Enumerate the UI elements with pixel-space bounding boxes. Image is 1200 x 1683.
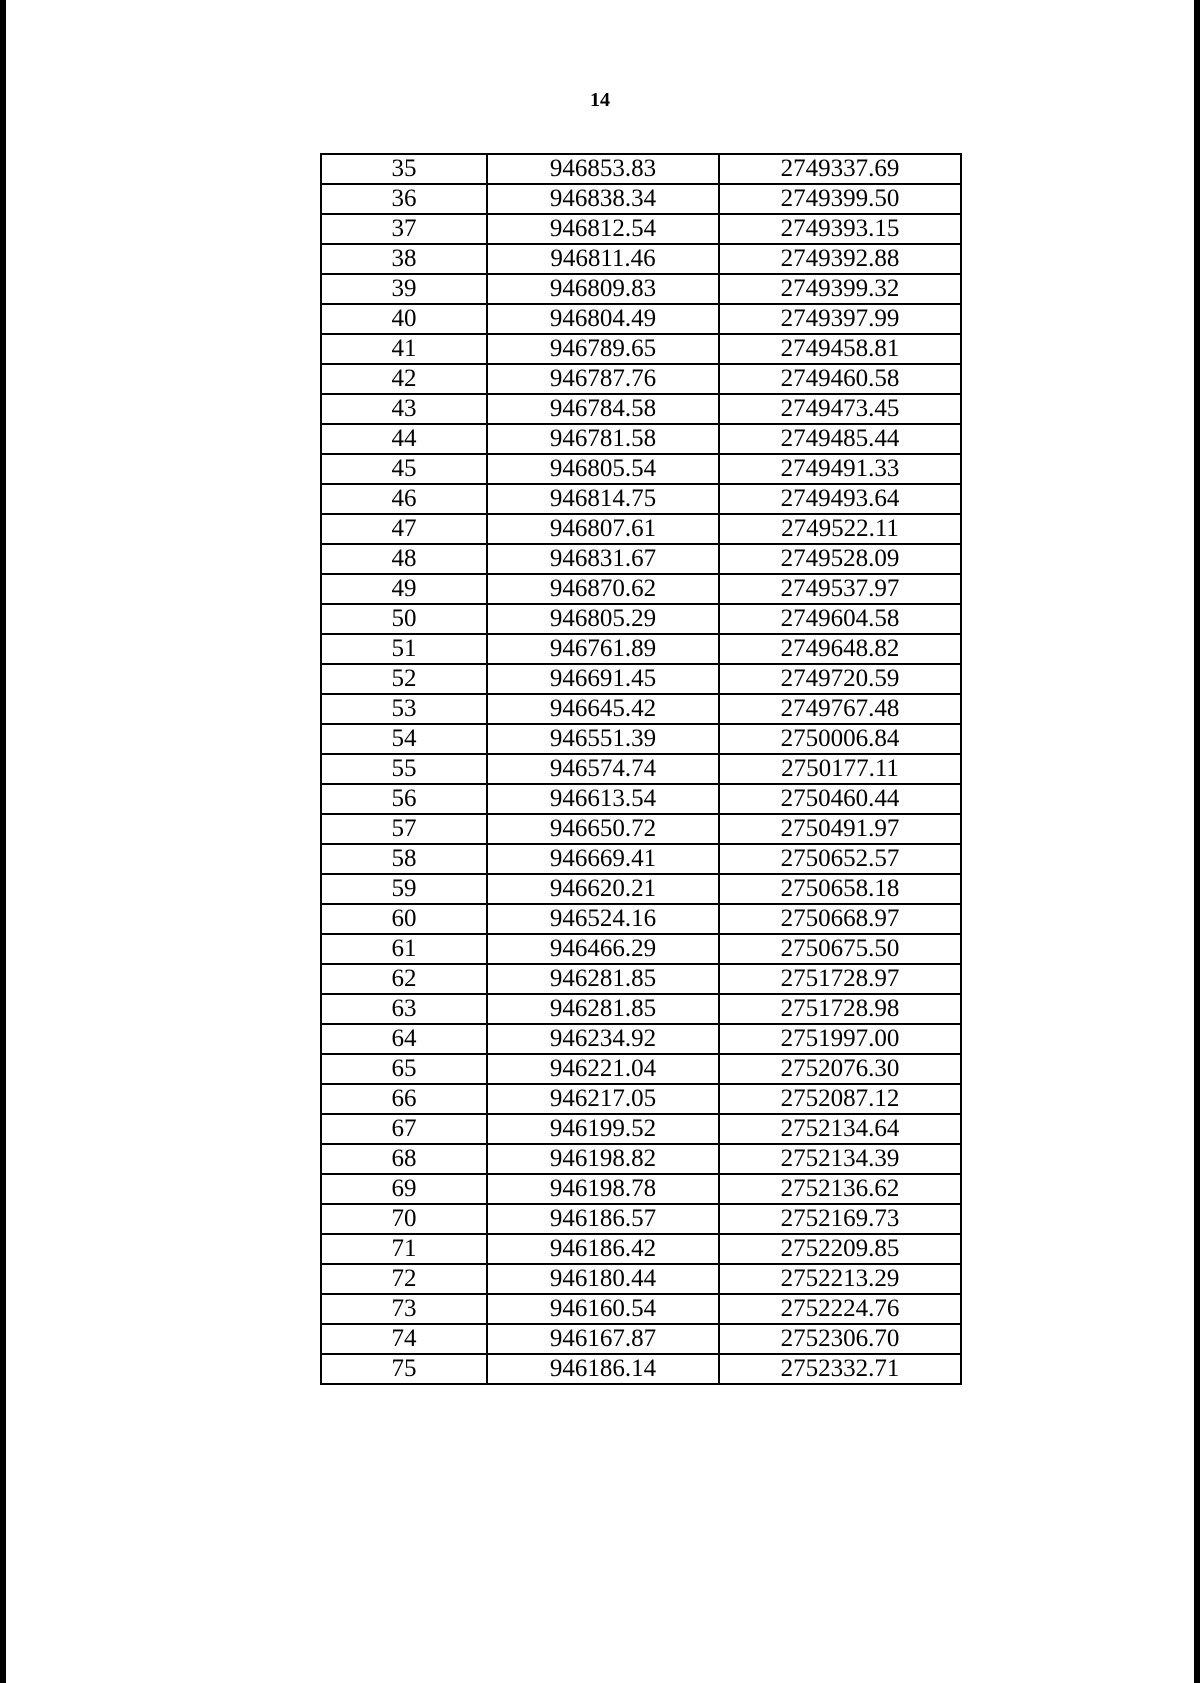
table-row (321, 364, 961, 394)
table-row (321, 874, 961, 904)
x-coordinate-cell: 946167.87 (487, 1324, 719, 1354)
point-number-cell: 68 (321, 1144, 487, 1174)
point-number-cell: 69 (321, 1174, 487, 1204)
y-coordinate-cell: 2750675.50 (719, 934, 961, 964)
x-coordinate-cell: 946186.14 (487, 1354, 719, 1384)
table-row (321, 454, 961, 484)
scan-edge-left (0, 0, 6, 1683)
x-coordinate-cell: 946620.21 (487, 874, 719, 904)
table-row (321, 214, 961, 244)
point-number-cell: 52 (321, 664, 487, 694)
table-row (321, 394, 961, 424)
y-coordinate-cell: 2749458.81 (719, 334, 961, 364)
coordinates-table (320, 153, 962, 1385)
table-row (321, 1204, 961, 1234)
y-coordinate-cell: 2749397.99 (719, 304, 961, 334)
point-number-cell: 75 (321, 1354, 487, 1384)
point-number-cell: 67 (321, 1114, 487, 1144)
x-coordinate-cell: 946199.52 (487, 1114, 719, 1144)
x-coordinate-cell: 946805.29 (487, 604, 719, 634)
y-coordinate-cell: 2752213.29 (719, 1264, 961, 1294)
table-row (321, 1174, 961, 1204)
x-coordinate-cell: 946811.46 (487, 244, 719, 274)
point-number-cell: 44 (321, 424, 487, 454)
table-row (321, 424, 961, 454)
y-coordinate-cell: 2749485.44 (719, 424, 961, 454)
y-coordinate-cell: 2752134.39 (719, 1144, 961, 1174)
point-number-cell: 72 (321, 1264, 487, 1294)
x-coordinate-cell: 946234.92 (487, 1024, 719, 1054)
point-number-cell: 55 (321, 754, 487, 784)
table-row (321, 574, 961, 604)
point-number-cell: 56 (321, 784, 487, 814)
table-row (321, 1114, 961, 1144)
table-row (321, 484, 961, 514)
x-coordinate-cell: 946198.82 (487, 1144, 719, 1174)
table-row (321, 664, 961, 694)
x-coordinate-cell: 946645.42 (487, 694, 719, 724)
y-coordinate-cell: 2750658.18 (719, 874, 961, 904)
x-coordinate-cell: 946784.58 (487, 394, 719, 424)
y-coordinate-cell: 2750668.97 (719, 904, 961, 934)
point-number-cell: 54 (321, 724, 487, 754)
table-row (321, 994, 961, 1024)
y-coordinate-cell: 2752224.76 (719, 1294, 961, 1324)
point-number-cell: 43 (321, 394, 487, 424)
x-coordinate-cell: 946809.83 (487, 274, 719, 304)
x-coordinate-cell: 946831.67 (487, 544, 719, 574)
point-number-cell: 41 (321, 334, 487, 364)
point-number-cell: 73 (321, 1294, 487, 1324)
y-coordinate-cell: 2752332.71 (719, 1354, 961, 1384)
table-row (321, 724, 961, 754)
x-coordinate-cell: 946761.89 (487, 634, 719, 664)
point-number-cell: 59 (321, 874, 487, 904)
y-coordinate-cell: 2749493.64 (719, 484, 961, 514)
page-number: 14 (590, 89, 610, 111)
y-coordinate-cell: 2749767.48 (719, 694, 961, 724)
x-coordinate-cell: 946787.76 (487, 364, 719, 394)
point-number-cell: 38 (321, 244, 487, 274)
point-number-cell: 62 (321, 964, 487, 994)
x-coordinate-cell: 946870.62 (487, 574, 719, 604)
point-number-cell: 49 (321, 574, 487, 604)
point-number-cell: 58 (321, 844, 487, 874)
x-coordinate-cell: 946551.39 (487, 724, 719, 754)
x-coordinate-cell: 946838.34 (487, 184, 719, 214)
x-coordinate-cell: 946180.44 (487, 1264, 719, 1294)
point-number-cell: 61 (321, 934, 487, 964)
y-coordinate-cell: 2752306.70 (719, 1324, 961, 1354)
x-coordinate-cell: 946160.54 (487, 1294, 719, 1324)
table-row (321, 1354, 961, 1384)
x-coordinate-cell: 946281.85 (487, 964, 719, 994)
y-coordinate-cell: 2749491.33 (719, 454, 961, 484)
y-coordinate-cell: 2750460.44 (719, 784, 961, 814)
table-row (321, 304, 961, 334)
table-row (321, 1144, 961, 1174)
x-coordinate-cell: 946807.61 (487, 514, 719, 544)
x-coordinate-cell: 946691.45 (487, 664, 719, 694)
point-number-cell: 51 (321, 634, 487, 664)
point-number-cell: 47 (321, 514, 487, 544)
x-coordinate-cell: 946853.83 (487, 154, 719, 184)
point-number-cell: 48 (321, 544, 487, 574)
point-number-cell: 36 (321, 184, 487, 214)
point-number-cell: 63 (321, 994, 487, 1024)
point-number-cell: 57 (321, 814, 487, 844)
y-coordinate-cell: 2749393.15 (719, 214, 961, 244)
x-coordinate-cell: 946221.04 (487, 1054, 719, 1084)
table-row (321, 814, 961, 844)
point-number-cell: 70 (321, 1204, 487, 1234)
table-row (321, 1024, 961, 1054)
x-coordinate-cell: 946613.54 (487, 784, 719, 814)
table-row (321, 634, 961, 664)
table-row (321, 334, 961, 364)
y-coordinate-cell: 2749528.09 (719, 544, 961, 574)
y-coordinate-cell: 2752087.12 (719, 1084, 961, 1114)
table-row (321, 1324, 961, 1354)
y-coordinate-cell: 2749399.32 (719, 274, 961, 304)
coordinates-table-body (321, 154, 961, 1384)
table-row (321, 1294, 961, 1324)
x-coordinate-cell: 946814.75 (487, 484, 719, 514)
y-coordinate-cell: 2749460.58 (719, 364, 961, 394)
point-number-cell: 64 (321, 1024, 487, 1054)
y-coordinate-cell: 2749337.69 (719, 154, 961, 184)
table-row (321, 154, 961, 184)
x-coordinate-cell: 946781.58 (487, 424, 719, 454)
point-number-cell: 60 (321, 904, 487, 934)
x-coordinate-cell: 946574.74 (487, 754, 719, 784)
table-row (321, 964, 961, 994)
table-row (321, 274, 961, 304)
x-coordinate-cell: 946186.57 (487, 1204, 719, 1234)
point-number-cell: 71 (321, 1234, 487, 1264)
table-row (321, 1054, 961, 1084)
y-coordinate-cell: 2752136.62 (719, 1174, 961, 1204)
y-coordinate-cell: 2751728.98 (719, 994, 961, 1024)
x-coordinate-cell: 946281.85 (487, 994, 719, 1024)
table-row (321, 784, 961, 814)
x-coordinate-cell: 946805.54 (487, 454, 719, 484)
y-coordinate-cell: 2749473.45 (719, 394, 961, 424)
table-row (321, 694, 961, 724)
y-coordinate-cell: 2749399.50 (719, 184, 961, 214)
x-coordinate-cell: 946186.42 (487, 1234, 719, 1264)
table-row (321, 1084, 961, 1114)
point-number-cell: 65 (321, 1054, 487, 1084)
point-number-cell: 37 (321, 214, 487, 244)
y-coordinate-cell: 2752169.73 (719, 1204, 961, 1234)
table-row (321, 754, 961, 784)
y-coordinate-cell: 2750177.11 (719, 754, 961, 784)
table-row (321, 844, 961, 874)
y-coordinate-cell: 2749648.82 (719, 634, 961, 664)
y-coordinate-cell: 2750491.97 (719, 814, 961, 844)
table-row (321, 604, 961, 634)
x-coordinate-cell: 946524.16 (487, 904, 719, 934)
x-coordinate-cell: 946650.72 (487, 814, 719, 844)
point-number-cell: 46 (321, 484, 487, 514)
y-coordinate-cell: 2749604.58 (719, 604, 961, 634)
x-coordinate-cell: 946217.05 (487, 1084, 719, 1114)
table-row (321, 1234, 961, 1264)
table-row (321, 934, 961, 964)
point-number-cell: 42 (321, 364, 487, 394)
point-number-cell: 50 (321, 604, 487, 634)
point-number-cell: 39 (321, 274, 487, 304)
table-row (321, 184, 961, 214)
point-number-cell: 66 (321, 1084, 487, 1114)
y-coordinate-cell: 2752134.64 (719, 1114, 961, 1144)
x-coordinate-cell: 946466.29 (487, 934, 719, 964)
table-row (321, 1264, 961, 1294)
point-number-cell: 45 (321, 454, 487, 484)
y-coordinate-cell: 2751997.00 (719, 1024, 961, 1054)
y-coordinate-cell: 2750652.57 (719, 844, 961, 874)
point-number-cell: 74 (321, 1324, 487, 1354)
y-coordinate-cell: 2749392.88 (719, 244, 961, 274)
y-coordinate-cell: 2749522.11 (719, 514, 961, 544)
point-number-cell: 53 (321, 694, 487, 724)
point-number-cell: 35 (321, 154, 487, 184)
table-row (321, 244, 961, 274)
x-coordinate-cell: 946812.54 (487, 214, 719, 244)
table-row (321, 514, 961, 544)
point-number-cell: 40 (321, 304, 487, 334)
y-coordinate-cell: 2751728.97 (719, 964, 961, 994)
y-coordinate-cell: 2752209.85 (719, 1234, 961, 1264)
y-coordinate-cell: 2752076.30 (719, 1054, 961, 1084)
y-coordinate-cell: 2750006.84 (719, 724, 961, 754)
scan-edge-right (1194, 0, 1200, 1683)
table-row (321, 544, 961, 574)
y-coordinate-cell: 2749720.59 (719, 664, 961, 694)
x-coordinate-cell: 946789.65 (487, 334, 719, 364)
x-coordinate-cell: 946669.41 (487, 844, 719, 874)
table-row (321, 904, 961, 934)
y-coordinate-cell: 2749537.97 (719, 574, 961, 604)
x-coordinate-cell: 946198.78 (487, 1174, 719, 1204)
x-coordinate-cell: 946804.49 (487, 304, 719, 334)
